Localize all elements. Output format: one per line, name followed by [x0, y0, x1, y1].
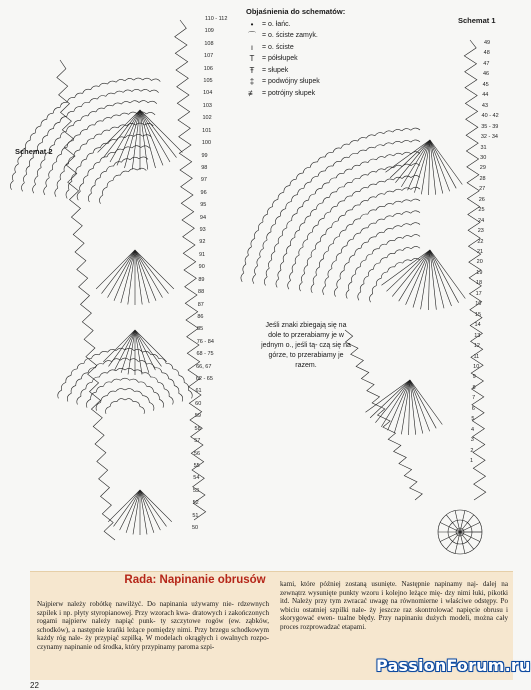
schemat-1-row-number: 44 [482, 92, 489, 99]
schemat-1-row-number: 8 [472, 384, 476, 391]
schemat-2-row-number: 86 [197, 313, 204, 320]
tip-text-column-2: kami, które później zostaną usunięte. Następnie napinamy naj- dalej na zewnątrz wysunięte punkty wzoru i kolejno leżące mię- dzy nimi łuki, pikotki itd. Należy przy tym zwracać uwagę na równomierne i właściwe odstępy. Po wbiciu ostatniej szpilki nale- ży jeszcze raz skontrolować napięcie obrusu i skorygować ewen- tualne błędy. Przy napinaniu dużych modeli, można cały proces rozprowadzać etapami. [280, 580, 508, 631]
schemat-2-row-number: 89 [198, 276, 205, 283]
schemat-2-row-number: 87 [197, 301, 204, 308]
watermark-logo: PassionForum.ru [376, 656, 531, 675]
schemat-2-row-number: 85 [197, 326, 204, 333]
schemat-2-row-number: 51 [192, 512, 199, 519]
schemat-2-row-number: 108 [204, 40, 214, 47]
schemat-1-row-number: 25 [478, 207, 485, 214]
schemat-1-row-number: 43 [481, 102, 489, 109]
schemat-1-row-number: 31 [480, 144, 487, 151]
schemat-2-row-number: 95 [200, 202, 207, 209]
half-double-crochet-icon: T [249, 54, 255, 63]
schemat-1-row-number: 29 [479, 165, 486, 172]
double-crochet-icon: Ŧ [249, 65, 255, 75]
schemat-1-row-number: 10 [473, 363, 480, 370]
diagram-note: Jeśli znaki zbiegają się na dole to przerabiamy je w jednym o., jeśli tą- czą się na górze, to przerabiamy je razem. [261, 322, 351, 369]
legend-row [246, 65, 386, 77]
double-treble-icon: ≢ [248, 88, 256, 98]
schemat-1-row-number: 12 [473, 343, 480, 350]
schemat-2-row-number: 98 [201, 164, 208, 171]
symbol-legend [246, 6, 386, 99]
schemat-1-row-number: 27 [479, 186, 486, 193]
schemat-1-row-number: 19 [476, 269, 483, 276]
schemat-1-row-number: 5 [471, 416, 475, 423]
schemat-1-row-number: 9 [472, 374, 476, 381]
schemat-1-row-number: 15 [474, 311, 482, 318]
schemat-1-row-number: 26 [478, 196, 485, 203]
schemat-2-row-number: 91 [198, 251, 206, 258]
schemat-2-row-number: 110 - 112 [205, 16, 228, 22]
schemat-2-row-number: 68 - 75 [196, 351, 214, 358]
schemat-1-row-number: 22 [477, 238, 484, 245]
page-number: 22 [30, 681, 39, 690]
schemat-2-row-number: 59 [194, 413, 201, 420]
schemat-2-row-number: 94 [199, 214, 207, 221]
schemat-2-row-number: 100 [201, 140, 212, 147]
schemat-1-row-number: 11 [473, 353, 480, 360]
schemat-2-row-number: 90 [198, 264, 205, 271]
schemat-2-row-number: 93 [199, 227, 206, 234]
schemat-1-row-number: 14 [474, 322, 481, 329]
schemat-1-row-number: 7 [472, 395, 476, 402]
schemat-2-row-number: 103 [202, 102, 212, 109]
legend-label: = o. łańc. [262, 20, 291, 28]
schemat-1-row-number: 21 [477, 249, 484, 255]
schemat-2-row-number: 76 - 84 [196, 338, 214, 345]
legend-label: = słupek [262, 66, 289, 74]
schemat-1-row-number: 40 - 42 [481, 113, 499, 120]
legend-label: = półsłupek [262, 55, 298, 62]
schemat-1-row-number: 16 [475, 301, 482, 308]
schemat-1-row-number: 13 [474, 332, 481, 339]
schemat-1-row-number: 18 [475, 280, 483, 287]
schemat-2-row-number: 58 [194, 425, 201, 432]
schemat-2-row-number: 53 [192, 487, 200, 494]
schemat-2-row-number: 55 [193, 462, 200, 469]
schemat-1-label: Schemat 1 [458, 16, 496, 25]
schemat-1-row-number: 30 [480, 154, 487, 161]
schemat-2-label: Schemat 2 [15, 147, 53, 156]
schemat-2-row-number: 66, 67 [196, 363, 212, 370]
legend-row [246, 88, 386, 100]
schemat-1-row-number: 28 [479, 175, 486, 182]
schemat-2-row-number: 54 [193, 475, 200, 482]
tip-title: Rada: Napinanie obrusów [124, 574, 266, 586]
chain-stitch-icon: • [250, 19, 254, 29]
schemat-1-row-number: 35 - 39 [481, 123, 499, 130]
legend-row [246, 53, 386, 65]
legend-row [246, 76, 386, 88]
schemat-1-row-number: 1 [470, 458, 474, 464]
schemat-1-row-number: 4 [471, 426, 475, 433]
schemat-1-row-number: 45 [482, 81, 489, 88]
schemat-1-row-number: 23 [477, 228, 484, 235]
schemat-2-row-number: 104 [203, 90, 213, 97]
schemat-2-row-number: 101 [202, 127, 212, 134]
schemat-2-row-number: 99 [201, 152, 208, 159]
schemat-1-row-number: 46 [482, 71, 490, 78]
slip-stitch-join-icon: ⌒ [248, 31, 256, 40]
schemat-2-row-number: 106 [203, 65, 213, 72]
tip-text-column-1: Najpierw należy robótkę nawilżyć. Do napinania używamy nie- rdzewnych szpilek i np. płyty styropianowej. Przy wzorach kwa- dratowych i zakończonych rogami najpierw należy napiąć punk- ty szczytowe rogów (ew. ząbków, schodków), a następnie krańki leżące pomiędzy nimi. Przy brzegu schodkowym każdy róg nale- ży przypiąć szpilką. W modelach okrągłych i owalnych rozpo- czynamy napinanie od środka, który przypinamy paroma szpi- [37, 600, 269, 651]
schemat-2-row-number: 50 [192, 525, 199, 531]
schemat-1-row-number: 20 [476, 259, 483, 266]
schemat-2-row-number: 88 [198, 289, 205, 296]
schemat-2-row-number: 56 [193, 450, 201, 457]
schemat-2-row-number: 92 [199, 239, 206, 246]
schemat-2-row-number: 96 [200, 189, 207, 196]
legend-label: = potrójny słupek [262, 89, 316, 97]
single-crochet-icon: ı [250, 42, 254, 52]
legend-title: Objaśnienia do schematów: [246, 7, 346, 16]
legend-label: = podwójny słupek [262, 78, 320, 85]
schemat-2-row-number: 105 [203, 78, 213, 85]
schemat-2-row-number: 57 [194, 438, 201, 445]
schemat-1-row-number: 32 - 34 [480, 134, 498, 141]
schemat-2-row-number: 102 [202, 115, 212, 122]
schemat-1-row-number: 24 [478, 217, 485, 224]
schemat-1-row-number: 6 [471, 405, 475, 412]
schemat-1-row-number: 2 [470, 447, 474, 454]
schemat-1-row-number: 47 [483, 60, 490, 67]
legend-row [246, 30, 386, 42]
legend-label: = o. ściste [262, 43, 294, 51]
schemat-1-row-number: 48 [483, 50, 490, 57]
schemat-1-row-number: 49 [484, 40, 491, 46]
schemat-2-row-number: 60 [195, 400, 202, 407]
schemat-1-row-number: 3 [470, 437, 474, 444]
legend-row [246, 42, 386, 54]
schemat-2-row-number: 62 - 65 [195, 376, 213, 383]
schemat-2-row-number: 52 [192, 500, 199, 507]
legend-row [246, 19, 386, 31]
schemat-2-row-number: 107 [204, 53, 214, 60]
treble-crochet-icon: ‡ [249, 77, 255, 86]
schemat-2-row-number: 61 [195, 388, 202, 395]
schemat-1-row-number: 17 [475, 290, 482, 297]
schemat-2-row-number: 97 [200, 177, 207, 184]
legend-label: = o. ściste zamyk. [262, 32, 318, 39]
schemat-2-row-number: 109 [204, 28, 214, 35]
